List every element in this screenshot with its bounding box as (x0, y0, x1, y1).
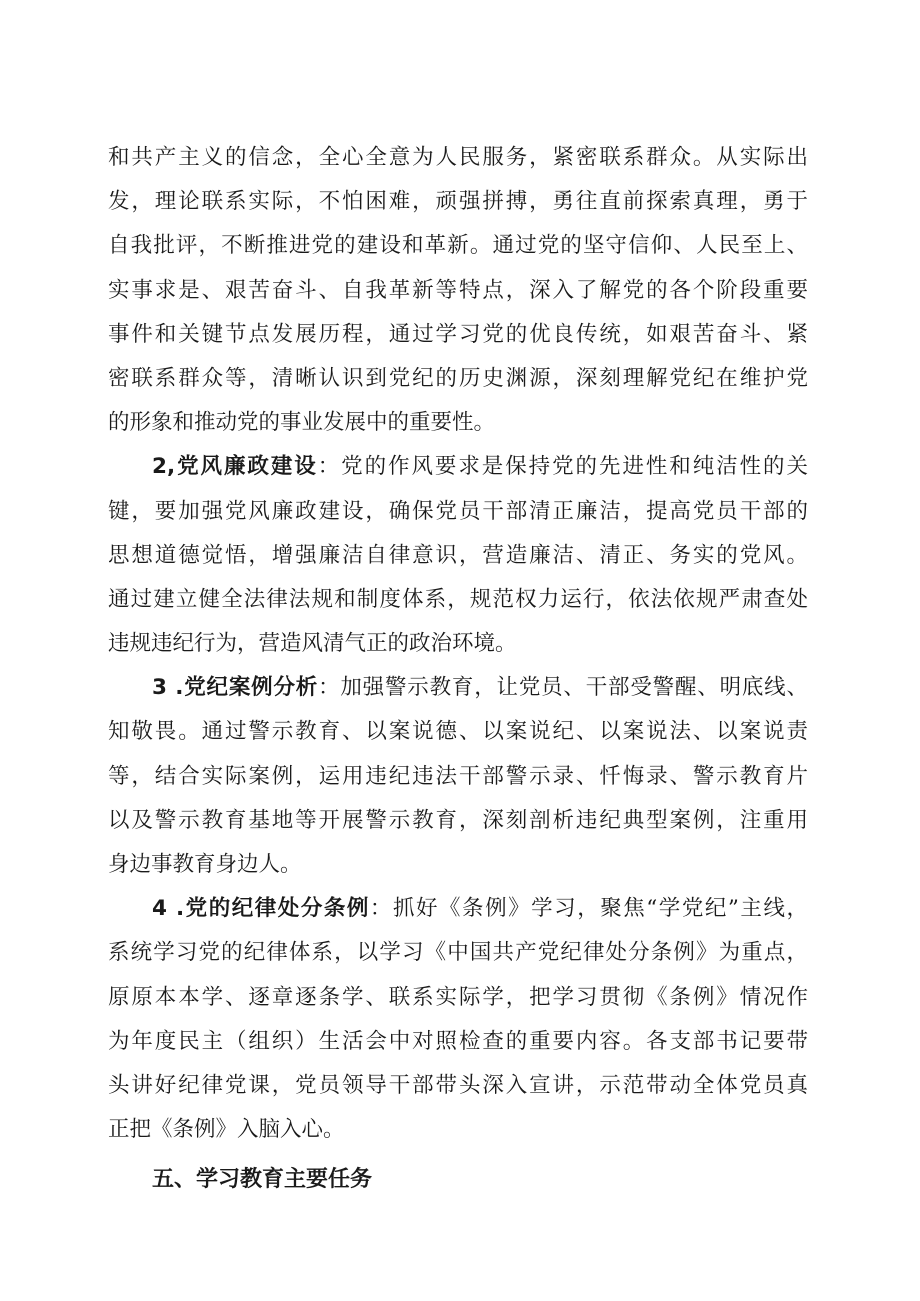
paragraph-text: ：党的作风要求是保持党的先进性和纯洁性的关 (317, 454, 808, 480)
text-line: 键，要加强党风廉政建设，确保党员干部清正廉洁，提高党员干部的 (108, 498, 808, 524)
text-line: 自我批评，不断推进党的建设和革新。通过党的坚守信仰、人民至上、 (108, 233, 808, 259)
text-line: 以及警示教育基地等开展警示教育，深刻剖析违纪典型案例，注重用 (108, 807, 808, 833)
text-line: 身边事教育身边人。 (108, 852, 302, 877)
paragraph-title: 3 .党纪案例分析 (152, 675, 319, 701)
paragraph-title: 4 .党的纪律处分条例 (152, 896, 370, 922)
paragraph-text: ：加强警示教育，让党员、干部受警醒、明底线、 (318, 675, 808, 701)
text-line: 为年度民主（组织）生活会中对照检查的重要内容。各支部书记要带 (108, 1028, 808, 1054)
text-line: 系统学习党的纪律体系，以学习《中国共产党纪律处分条例》为重点， (108, 940, 808, 966)
text-line: 等，结合实际案例，运用违纪违法干部警示录、忏悔录、警示教育片 (108, 763, 808, 789)
text-line: 原原本本学、逐章逐条学、联系实际学，把学习贯彻《条例》情况作 (108, 984, 808, 1010)
paragraph-party-history (108, 136, 808, 445)
paragraph-case-analysis (108, 666, 808, 887)
text-line: 思想道德觉悟，增强廉洁自律意识，营造廉洁、清正、务实的党风。 (108, 542, 808, 568)
text-line: 知敬畏。通过警示教育、以案说德、以案说纪、以案说法、以案说责 (108, 719, 808, 745)
paragraph-integrity-building (108, 445, 808, 666)
text-line: 违规违纪行为，营造风清气正的政治环境。 (108, 631, 517, 657)
text-line: 的形象和推动党的事业发展中的重要性。 (108, 410, 496, 436)
text-line: 密联系群众等，清晰认识到党纪的历史渊源，深刻理解党纪在维护党 (108, 365, 808, 391)
text-line: 头讲好纪律党课，党员领导干部带头深入宣讲，示范带动全体党员真 (108, 1072, 808, 1098)
paragraph-disciplinary-regulations (108, 887, 808, 1152)
document-body (108, 136, 808, 1203)
paragraph-title: 2,党风廉政建设 (152, 454, 318, 480)
text-line: 实事求是、艰苦奋斗、自我革新等特点，深入了解党的各个阶段重要 (108, 277, 808, 303)
text-line: 事件和关键节点发展历程，通过学习党的优良传统，如艰苦奋斗、紧 (108, 321, 808, 347)
text-line: 和共产主义的信念，全心全意为人民服务，紧密联系群众。从实际出 (108, 145, 808, 170)
paragraph-first-line (108, 887, 808, 931)
paragraph-text: ：抓好《条例》学习，聚焦“学党纪”主线， (369, 896, 808, 922)
text-line: 通过建立健全法律法规和制度体系，规范权力运行，依法依规严肃查处 (108, 586, 808, 612)
paragraph-first-line (108, 666, 808, 710)
text-line: 发，理论联系实际，不怕困难，顽强拼搏，勇往直前探索真理，勇于 (108, 189, 808, 215)
section-heading: 五、学习教育主要任务 (152, 1167, 373, 1193)
paragraph-first-line (108, 445, 808, 489)
text-line: 正把《条例》入脑入心。 (108, 1117, 345, 1143)
